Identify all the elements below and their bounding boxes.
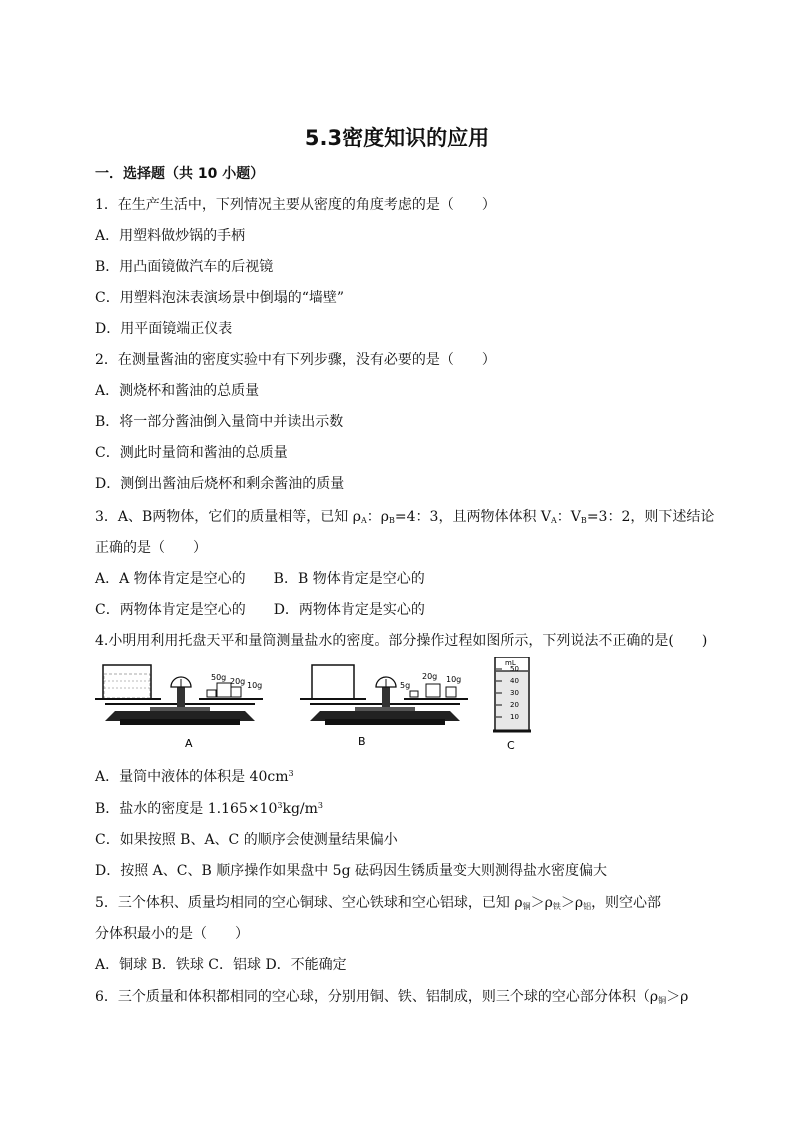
figure-a-label: A bbox=[185, 737, 193, 750]
question-3-options-ab: A．A 物体肯定是空心的 B．B 物体肯定是空心的 bbox=[95, 571, 425, 587]
experiment-figures bbox=[95, 657, 695, 757]
cylinder-tick-20: 20 bbox=[510, 701, 519, 709]
question-2-option-c: C．测此时量筒和酱油的总质量 bbox=[95, 445, 288, 461]
question-3-options-cd: C．两物体肯定是空心的 D．两物体肯定是实心的 bbox=[95, 602, 425, 618]
figure-b-weight-20g: 20g bbox=[422, 672, 438, 681]
cylinder-unit: mL bbox=[505, 659, 516, 667]
section-heading: 一．选择题（共 10 小题） bbox=[95, 166, 265, 182]
figure-a-balance bbox=[95, 665, 263, 750]
question-6-stem: 6．三个质量和体积都相同的空心球，分别用铜、铁、铝制成，则三个球的空心部分体积（$\rho_铜>\rho$ bbox=[95, 989, 689, 1005]
question-4-option-b: B．盐水的密度是 $1.165\times 10^3kg/m^3$ bbox=[95, 801, 323, 817]
figure-b-label: B bbox=[358, 735, 366, 748]
cylinder-tick-50: 50 bbox=[510, 665, 519, 673]
question-4-option-c: C．如果按照 B、A、C 的顺序会使测量结果偏小 bbox=[95, 832, 398, 848]
question-1-stem: 1．在生产生活中，下列情况主要从密度的角度考虑的是（ ） bbox=[95, 197, 496, 213]
question-4-option-a: A．量筒中液体的体积是 $40cm^3$ bbox=[95, 769, 294, 785]
question-1-option-d: D．用平面镜端正仪表 bbox=[95, 321, 233, 337]
question-2-option-b: B．将一部分酱油倒入量筒中并读出示数 bbox=[95, 414, 344, 430]
question-1-option-c: C．用塑料泡沫表演场景中倒塌的“墙壁” bbox=[95, 290, 345, 306]
question-2-stem: 2．在测量酱油的密度实验中有下列步骤，没有必要的是（ ） bbox=[95, 352, 496, 368]
page-title: 5.3密度知识的应用 bbox=[304, 126, 490, 150]
figure-b-balance bbox=[300, 665, 468, 748]
figure-b-weight-10g: 10g bbox=[446, 675, 462, 684]
figure-c-cylinder bbox=[493, 657, 531, 752]
cylinder-tick-40: 40 bbox=[510, 677, 519, 685]
question-2-option-d: D．测倒出酱油后烧杯和剩余酱油的质量 bbox=[95, 476, 345, 492]
question-5-stem: 5．三个体积、质量均相同的空心铜球、空心铁球和空心铝球，已知 $\rho_铜>\rho_铁>\rho_铝$，则空心部 bbox=[95, 895, 662, 911]
question-2-option-a: A．测烧杯和酱油的总质量 bbox=[95, 383, 260, 399]
question-1-option-a: A．用塑料做炒锅的手柄 bbox=[95, 228, 246, 244]
question-3-stem: 3．A、B两物体，它们的质量相等，已知 $\rho_A$：$\rho_B=4$：3，且两物体体积 $V_A$：$V_B=3$：2，则下述结论 bbox=[95, 509, 715, 525]
cylinder-tick-30: 30 bbox=[510, 689, 519, 697]
figure-a-weight-50g: 50g bbox=[211, 673, 227, 682]
question-4-option-d: D．按照 A、C、B 顺序操作如果盘中 5g 砝码因生锈质量变大则测得盐水密度偏大 bbox=[95, 863, 608, 879]
question-5-options: A．铜球 B．铁球 C．铝球 D．不能确定 bbox=[95, 957, 347, 973]
figure-b-weight-5g: 5g bbox=[400, 681, 411, 690]
cylinder-tick-10: 10 bbox=[510, 713, 519, 721]
question-1-option-b: B．用凸面镜做汽车的后视镜 bbox=[95, 259, 274, 275]
question-5-stem-line2: 分体积最小的是（ ） bbox=[95, 926, 249, 942]
figure-c-label: C bbox=[507, 739, 515, 752]
figure-a-weight-10g: 10g bbox=[247, 681, 263, 690]
question-4-stem: 4.小明用利用托盘天平和量筒测量盐水的密度。部分操作过程如图所示，下列说法不正确的是( ) bbox=[95, 633, 708, 649]
figure-a-weight-20g: 20g bbox=[230, 677, 246, 686]
question-3-stem-line2: 正确的是（ ） bbox=[95, 540, 207, 556]
